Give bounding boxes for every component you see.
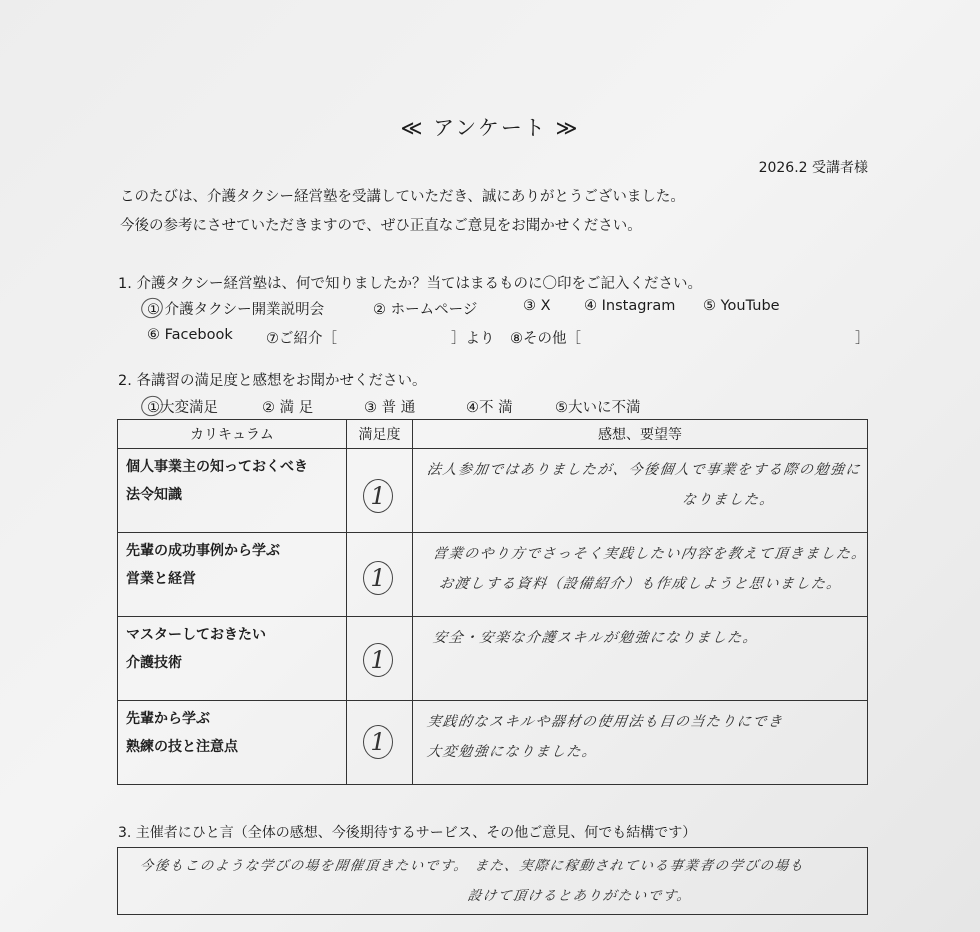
comment-line: 営業のやり方でさっそく実践したい内容を教えて頂きました。 [431,546,869,562]
rating-value: 1 [363,479,393,513]
header-curriculum: カリキュラム [118,420,347,449]
rating-value: 1 [363,725,393,759]
rating-cell [346,449,412,533]
header-comment: 感想、要望等 [413,420,868,449]
curriculum-cell [118,701,347,785]
comment-line: なりました。 [680,492,777,508]
survey-title: ≪ アンケート ≫ [400,116,580,140]
curriculum-table [117,419,868,785]
q1-option-7-open: ⑦ご紹介［ [266,331,337,347]
q2-scale-3: ③ 普 通 [364,400,416,416]
rating-value: 1 [363,561,393,595]
table-row [118,449,868,533]
rating-cell [346,533,412,617]
free-comment-box [117,847,868,915]
q1-option-4: ④ Instagram [584,298,676,314]
q2-scale-1: ①大変満足 [147,400,218,416]
curriculum-cell [118,449,347,533]
curriculum-cell [118,533,347,617]
intro-text [120,183,685,241]
free-comment-line: 設けて頂けるとありがたいです。 [466,888,693,904]
curriculum-cell [118,617,347,701]
q2-scale-5: ⑤大いに不満 [555,400,641,416]
intro-line: 今後の参考にさせていただきますので、ぜひ正直なご意見をお聞かせください。 [120,218,642,234]
curriculum-line: 先輩の成功事例から学ぶ [126,543,280,559]
q1-option-8-open: ⑧その他［ [510,331,581,347]
table-header-row [118,420,868,449]
comment-line: 大変勉強になりました。 [425,744,599,760]
intro-line: このたびは、介護タクシー経営塾を受講していただき、誠にありがとうございました。 [120,189,685,205]
rating-cell [346,617,412,701]
curriculum-line: 法令知識 [126,487,182,503]
header-rating: 満足度 [346,420,412,449]
question-1: 1. 介護タクシー経営塾は、何で知りましたか？当てはまるものに〇印をご記入ください。 [118,276,702,292]
q1-option-2: ② ホームページ [373,302,478,318]
comment-cell [413,533,868,617]
q1-option-6: ⑥ Facebook [147,327,233,343]
q1-option-5: ⑤ YouTube [703,298,780,314]
comment-line: 法人参加ではありましたが、今後個人で事業をする際の勉強に [425,462,863,478]
rating-cell [346,701,412,785]
comment-line: お渡しする資料（設備紹介）も作成しようと思いました。 [437,576,844,592]
q1-option-3: ③ X [523,298,551,314]
q2-scale-4: ④不 満 [466,400,513,416]
curriculum-line: 熟練の技と注意点 [126,739,238,755]
question-3: 3. 主催者にひと言（全体の感想、今後期待するサービス、その他ご意見、何でも結構です） [118,825,697,841]
table-row [118,533,868,617]
curriculum-line: マスターしておきたい [126,627,266,643]
q1-option-8-close: ］ [855,331,870,347]
rating-value: 1 [363,643,393,677]
free-comment-line: 今後もこのような学びの場を開催頂きたいです。 また、実際に稼動されている事業者の学びの場も [138,858,806,874]
q1-option-7-close: ］より [451,331,495,347]
comment-line: 安全・安楽な介護スキルが勉強になりました。 [431,630,760,646]
question-2: 2. 各講習の満足度と感想をお聞かせください。 [118,373,427,389]
table-row [118,701,868,785]
table-row [118,617,868,701]
comment-cell [413,449,868,533]
curriculum-line: 個人事業主の知っておくべき [126,459,308,475]
comment-cell [413,617,868,701]
comment-line: 実践的なスキルや器材の使用法も目の当たりにでき [425,714,785,730]
curriculum-line: 先輩から学ぶ [126,711,210,727]
q1-option-1: ① 介護タクシー開業説明会 [147,302,325,318]
curriculum-line: 営業と経営 [126,571,196,587]
curriculum-line: 介護技術 [126,655,182,671]
comment-cell [413,701,868,785]
q2-scale-2: ② 満 足 [262,400,314,416]
recipient-label: 2026.2 受講者様 [758,160,868,176]
